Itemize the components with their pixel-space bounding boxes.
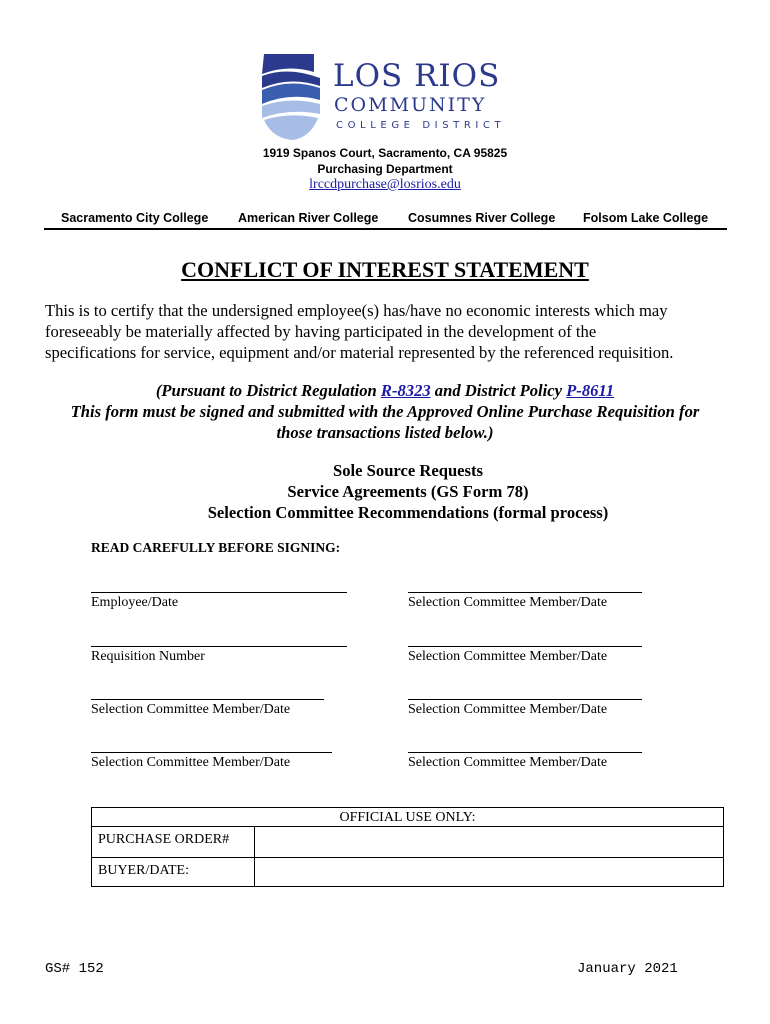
college-cosumnes-river: Cosumnes River College: [408, 211, 556, 225]
signature-line-committee-3[interactable]: [91, 699, 324, 700]
form-date: January 2021: [577, 961, 678, 977]
body-line-3: specifications for service, equipment and/or material represented by the referenced requisition.: [45, 343, 674, 362]
signature-line-employee[interactable]: [91, 592, 347, 593]
policy-link[interactable]: P-8611: [566, 381, 615, 400]
purchase-order-row: [92, 826, 723, 858]
official-use-divider: [254, 826, 255, 887]
signature-label-employee: Employee/Date: [91, 595, 179, 610]
pursuant-middle: and District Policy: [430, 381, 567, 400]
document-title: CONFLICT OF INTEREST STATEMENT: [181, 257, 589, 282]
signature-label-committee-1: Selection Committee Member/Date: [408, 595, 608, 610]
transaction-sole-source: Sole Source Requests: [333, 461, 483, 480]
logo-subtitle: COMMUNITY: [334, 94, 487, 116]
body-line-1: This is to certify that the undersigned employee(s) has/have no economic interests which may: [45, 301, 668, 320]
purchasing-email-link[interactable]: lrccdpurchase@losrios.edu: [309, 177, 461, 192]
official-use-box: [91, 807, 724, 887]
signature-line-committee-6[interactable]: [408, 752, 642, 753]
district-address: 1919 Spanos Court, Sacramento, CA 95825: [262, 146, 508, 160]
pursuant-line-3: those transactions listed below.): [276, 423, 494, 442]
signature-line-committee-2[interactable]: [408, 646, 642, 647]
signature-line-committee-4[interactable]: [408, 699, 642, 700]
college-sacramento-city: Sacramento City College: [61, 211, 209, 225]
header-divider: [44, 228, 727, 230]
purchase-order-label: PURCHASE ORDER#: [98, 832, 230, 847]
body-line-2: foreseeably be materially affected by having participated in the development of the: [45, 322, 597, 341]
signature-line-committee-5[interactable]: [91, 752, 332, 753]
signature-line-requisition[interactable]: [91, 646, 347, 647]
form-number: GS# 152: [45, 961, 104, 977]
pursuant-line-1: [0, 381, 770, 401]
college-folsom-lake: Folsom Lake College: [583, 211, 709, 225]
buyer-date-row: [92, 857, 723, 888]
logo-tagline: COLLEGE DISTRICT: [336, 120, 506, 131]
district-logo: [258, 54, 518, 144]
signature-label-committee-5: Selection Committee Member/Date: [91, 755, 291, 770]
signature-line-committee-1[interactable]: [408, 592, 642, 593]
transaction-service-agreements: Service Agreements (GS Form 78): [287, 482, 529, 501]
buyer-date-label: BUYER/DATE:: [98, 863, 189, 878]
signature-label-committee-2: Selection Committee Member/Date: [408, 649, 608, 664]
pursuant-prefix: (Pursuant to District Regulation: [155, 381, 381, 400]
logo-title: LOS RIOS: [333, 58, 501, 94]
signature-label-committee-4: Selection Committee Member/Date: [408, 702, 608, 717]
signature-label-committee-3: Selection Committee Member/Date: [91, 702, 291, 717]
regulation-link[interactable]: R-8323: [380, 381, 431, 400]
read-carefully-heading: READ CAREFULLY BEFORE SIGNING:: [91, 540, 341, 555]
logo-wave-icon: [258, 54, 328, 142]
signature-label-requisition: Requisition Number: [91, 649, 205, 664]
department-name: Purchasing Department: [317, 162, 453, 176]
pursuant-line-2: This form must be signed and submitted with the Approved Online Purchase Requisition for: [70, 402, 700, 421]
transaction-selection-committee: Selection Committee Recommendations (formal process): [207, 503, 609, 522]
signature-label-committee-6: Selection Committee Member/Date: [408, 755, 608, 770]
official-use-title: OFFICIAL USE ONLY:: [339, 810, 476, 825]
college-american-river: American River College: [238, 211, 379, 225]
